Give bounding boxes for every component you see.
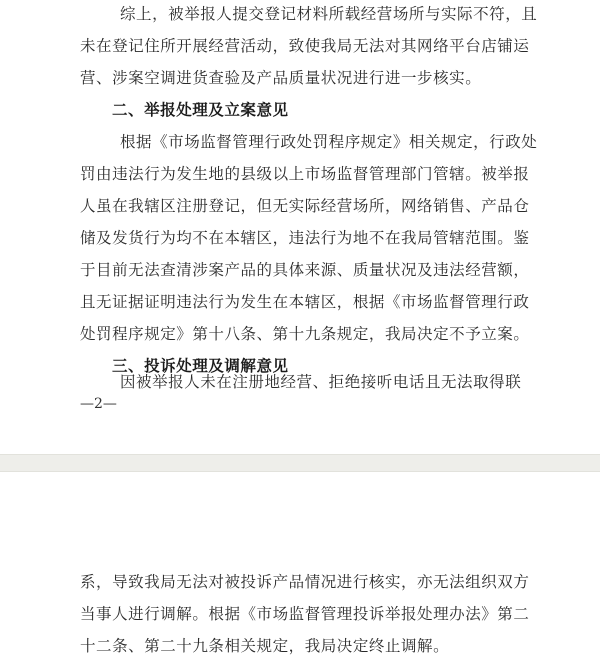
paragraph-line: 十二条、第二十九条相关规定，我局决定终止调解。	[80, 637, 450, 655]
paragraph-line: 且无证据证明违法行为发生在本辖区，根据《市场监督管理行政	[80, 293, 530, 311]
paragraph-line: 储及发货行为均不在本辖区，违法行为地不在我局管辖范围。鉴	[80, 229, 530, 247]
paragraph-line: 系，导致我局无法对被投诉产品情况进行核实，亦无法组织双方	[80, 573, 530, 591]
paragraph-line: 未在登记住所开展经营活动，致使我局无法对其网络平台店铺运	[80, 37, 530, 55]
paragraph-line: 因被举报人未在注册地经营、拒绝接听电话且无法取得联	[120, 373, 522, 391]
paragraph-line: 罚由违法行为发生地的县级以上市场监督管理部门管辖。被举报	[80, 165, 530, 183]
document-page-3	[0, 472, 600, 656]
page-number: —2—	[80, 396, 117, 412]
paragraph-line: 处罚程序规定》第十八条、第十九条规定，我局决定不予立案。	[80, 325, 530, 343]
paragraph-line: 根据《市场监督管理行政处罚程序规定》相关规定，行政处	[120, 133, 538, 151]
paragraph-line: 营、涉案空调进货查验及产品质量状况进行进一步核实。	[80, 69, 482, 87]
page-separator	[0, 454, 600, 472]
paragraph-line: 综上，被举报人提交登记材料所载经营场所与实际不符，且	[120, 5, 538, 23]
paragraph-line: 人虽在我辖区注册登记，但无实际经营场所，网络销售、产品仓	[80, 197, 530, 215]
paragraph-line: 于目前无法查清涉案产品的具体来源、质量状况及违法经营额，	[80, 261, 530, 279]
section-heading: 三、投诉处理及调解意见	[112, 356, 289, 375]
section-heading: 二、举报处理及立案意见	[112, 100, 289, 119]
paragraph-line: 当事人进行调解。根据《市场监督管理投诉举报处理办法》第二	[80, 605, 530, 623]
